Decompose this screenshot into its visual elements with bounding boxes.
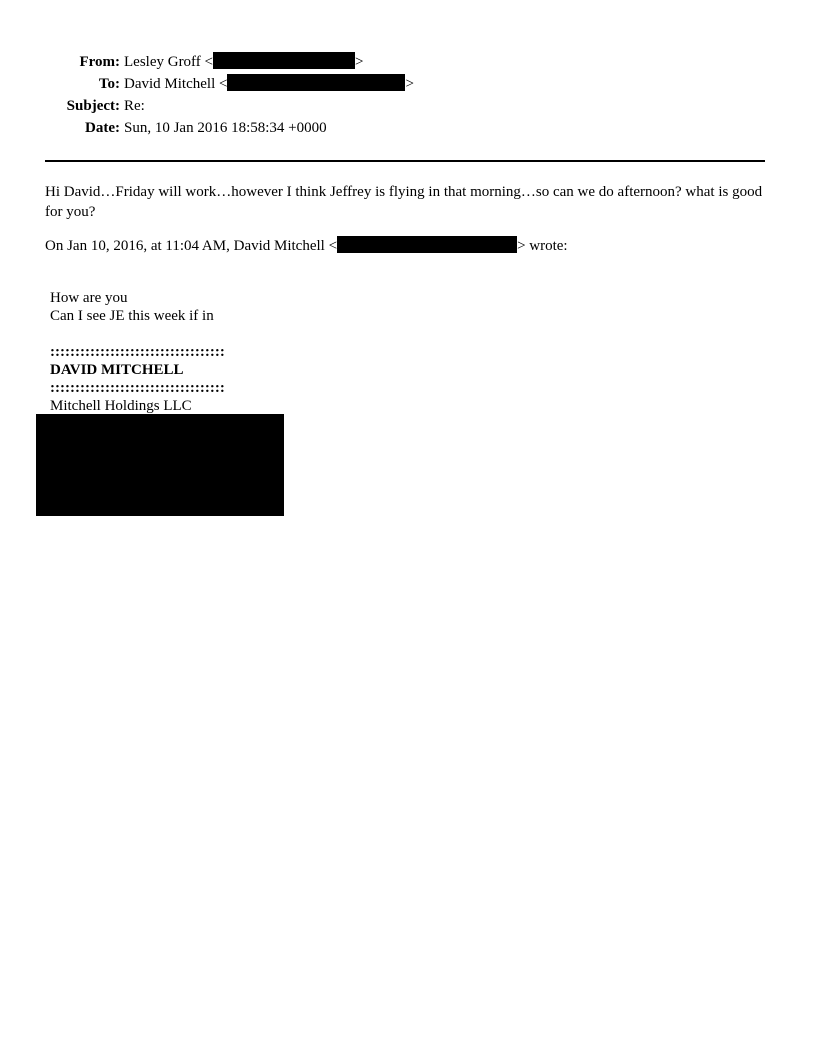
date-value: Sun, 10 Jan 2016 18:58:34 +0000	[124, 120, 327, 136]
attribution-line	[45, 236, 767, 256]
subject-label: Subject:	[66, 98, 120, 114]
attribution-prefix: On Jan 10, 2016, at 11:04 AM, David Mitchell	[45, 238, 325, 254]
signature-dots-bottom: :::::::::::::::::::::::::::::::::::	[50, 380, 225, 396]
from-row	[0, 52, 363, 72]
attribution-suffix: wrote:	[529, 238, 568, 254]
quoted-line-2: Can I see JE this week if in	[50, 308, 214, 324]
subject-row	[0, 96, 145, 116]
attribution-open-bracket: <	[328, 238, 338, 254]
from-label: From:	[79, 54, 120, 70]
to-name: David Mitchell	[124, 76, 216, 92]
signature-contact-redaction	[36, 414, 284, 516]
to-row	[0, 74, 414, 94]
to-email-redaction	[227, 74, 405, 91]
subject-value: Re:	[124, 98, 145, 114]
attribution-email-redaction	[337, 236, 517, 253]
attribution-close-bracket: >	[517, 238, 526, 254]
from-open-bracket: <	[204, 54, 213, 70]
to-label: To:	[98, 76, 120, 92]
to-close-bracket: >	[405, 76, 414, 92]
date-label: Date:	[85, 120, 120, 136]
signature-dots-top: :::::::::::::::::::::::::::::::::::	[50, 344, 225, 360]
reply-text: Hi David…Friday will work…however I think Jeffrey is flying in that morning…so can we do afternoon? what is good for you?	[45, 184, 763, 220]
signature-company: Mitchell Holdings LLC	[50, 398, 192, 414]
signature-name: DAVID MITCHELL	[50, 362, 184, 378]
to-open-bracket: <	[218, 76, 228, 92]
from-name: Lesley Groff	[124, 54, 201, 70]
from-email-redaction	[213, 52, 355, 69]
from-close-bracket: >	[355, 54, 364, 70]
header-divider	[45, 160, 765, 162]
quoted-line-1: How are you	[50, 290, 128, 306]
date-row	[0, 118, 327, 138]
